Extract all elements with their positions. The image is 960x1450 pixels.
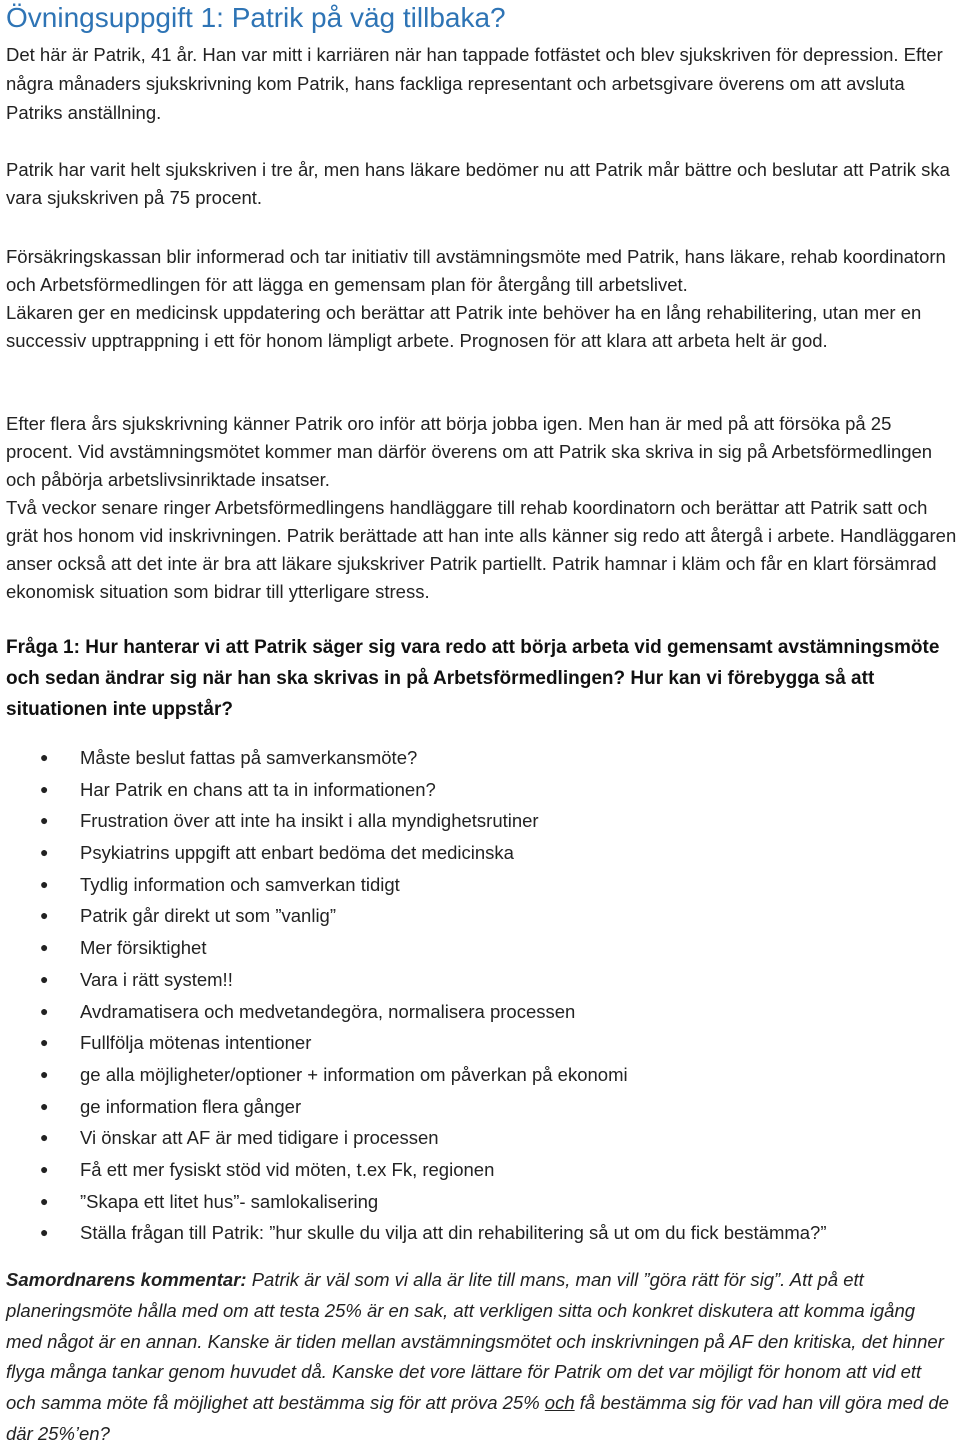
list-item: [0, 1059, 960, 1091]
list-item-text: Psykiatrins uppgift att enbart bedöma det medicinska: [80, 842, 514, 864]
question-heading: Fråga 1: Hur hanterar vi att Patrik säger sig vara redo att börja arbeta vid gemensamt avstämningsmöte och sedan ändrar sig när han ska skrivas in på Arbetsförmedlingen? Hur kan vi förebygga så att situationen inte uppstår?: [6, 637, 940, 720]
list-item: [0, 1091, 960, 1123]
list-item: [0, 869, 960, 901]
list-item: [0, 900, 960, 932]
paragraph-2: Patrik har varit helt sjukskriven i tre år, men hans läkare bedömer nu att Patrik mår bättre och beslutar att Patrik ska vara sjukskriven på 75 procent.: [6, 159, 950, 208]
comment-underlined-word: och: [544, 1392, 575, 1414]
paragraph-4: Läkaren ger en medicinsk uppdatering och berättar att Patrik inte behöver ha en lång rehabilitering, utan mer en successiv upptrappning i ett för honom lämpligt arbete. Prognosen för att klara att arbeta helt är god.: [6, 302, 922, 351]
paragraph-6: Två veckor senare ringer Arbetsförmedlingens handläggare till rehab koordinatorn och berättar att Patrik satt och grät hos honom vid inskrivningen. Patrik berättade att han inte alls känner sig redo att återgå i arbete. Handläggaren anser också att det inte är bra att läkare sjukskriver Patrik partiellt. Patrik hamnar i kläm och får en klart försämrad ekonomisk situation som bidrar till ytterligare stress.: [6, 497, 957, 602]
list-item: [0, 932, 960, 964]
list-item-text: Patrik går direkt ut som ”vanlig”: [80, 905, 337, 927]
bullet-icon: ●: [40, 875, 49, 892]
list-item-text: Tydlig information och samverkan tidigt: [80, 873, 400, 895]
bullet-icon: ●: [40, 970, 49, 987]
bullet-icon: ●: [40, 1129, 49, 1146]
bullet-icon: ●: [40, 749, 49, 765]
paragraph-meeting-block: [6, 243, 960, 355]
bullet-icon: ●: [40, 812, 49, 829]
list-item-text: ”Skapa ett litet hus”- samlokalisering: [80, 1190, 379, 1212]
comment-label: Samordnarens kommentar:: [6, 1269, 247, 1290]
list-item: [0, 1186, 960, 1218]
comment-text-before: Patrik är väl som vi alla är lite till mans, man vill ”göra rätt för sig”. Att på ett planeringsmöte hålla med om att testa 25% är en sak, att verkligen sitta och konkret diskutera att komma igång med något är en annan. Kanske är tiden mellan avstämningsmötet och inskrivningen på AF den kritiska, det hinner flyga många tankar genom huvudet då. Kanske det vore lättare för Patrik om det var möjligt för honom att vid ett och samma möte få möjlighet att bestämma sig för att pröva 25%: [6, 1269, 944, 1414]
list-item-text: Få ett mer fysiskt stöd vid möten, t.ex Fk, regionen: [80, 1158, 495, 1180]
intro-paragraph: Det här är Patrik, 41 år. Han var mitt i karriären när han tappade fotfästet och blev sjukskriven för depression. Efter några månaders sjukskrivning kom Patrik, hans fackliga representant och arbetsgivare överens om att avsluta Patriks anställning.: [6, 44, 943, 123]
list-item: [0, 774, 960, 806]
list-item-text: Måste beslut fattas på samverkansmöte?: [80, 747, 418, 768]
list-item: [0, 964, 960, 996]
list-item: [0, 1217, 960, 1249]
coordinator-comment: [6, 1265, 956, 1450]
bullet-icon: ●: [40, 1097, 49, 1114]
list-item: [0, 805, 960, 837]
list-item-text: ge alla möjligheter/optioner + information om påverkan på ekonomi: [80, 1063, 628, 1085]
list-item-text: Har Patrik en chans att ta in informationen?: [80, 778, 436, 800]
list-item: [0, 1122, 960, 1154]
list-item: [0, 1027, 960, 1059]
bullet-icon: ●: [40, 1002, 49, 1019]
paragraph-5: Efter flera års sjukskrivning känner Patrik oro inför att börja jobba igen. Men han är med på att försöka på 25 procent. Vid avstämningsmötet kommer man därför överens om att Patrik ska skriva in sig på Arbetsförmedlingen och påbörja arbetslivsinriktade insatser.: [6, 413, 933, 490]
list-item-text: Avdramatisera och medvetandegöra, normalisera processen: [80, 1000, 576, 1022]
answer-bullet-list: [0, 742, 960, 1249]
list-item-text: Frustration över att inte ha insikt i alla myndighetsrutiner: [80, 810, 539, 832]
bullet-icon: ●: [40, 1192, 49, 1209]
bullet-icon: ●: [40, 1065, 49, 1082]
paragraph-sick-leave: [6, 156, 960, 212]
comment-text-after: få bestämma sig för vad han vill göra med de där 25%’en?: [6, 1392, 949, 1444]
paragraph-3: Försäkringskassan blir informerad och tar initiativ till avstämningsmöte med Patrik, hans läkare, rehab koordinatorn och Arbetsförmedlingen för att lägga en gemensam plan för återgång till arbetslivet.: [6, 246, 946, 295]
bullet-icon: ●: [40, 1160, 49, 1177]
list-item-text: ge information flera gånger: [80, 1095, 302, 1117]
bullet-icon: ●: [40, 1034, 49, 1051]
bullet-icon: ●: [40, 844, 49, 861]
list-item: [0, 996, 960, 1028]
bullet-icon: ●: [40, 780, 49, 797]
list-item-text: Ställa frågan till Patrik: ”hur skulle du vilja att din rehabilitering så ut om du fick bestämma?”: [80, 1222, 827, 1244]
list-item-text: Vara i rätt system!!: [80, 968, 233, 990]
list-item: [0, 1154, 960, 1186]
paragraph-worry-block: [6, 410, 960, 606]
bullet-icon: ●: [40, 907, 49, 924]
page-title: Övningsuppgift 1: Patrik på väg tillbaka?: [6, 2, 506, 33]
list-item-text: Mer försiktighet: [80, 937, 207, 959]
list-item-text: Vi önskar att AF är med tidigare i processen: [80, 1127, 439, 1149]
list-item: [0, 742, 960, 774]
list-item-text: Fullfölja mötenas intentioner: [80, 1032, 312, 1054]
bullet-icon: ●: [40, 939, 49, 956]
list-item: [0, 837, 960, 869]
bullet-icon: ●: [40, 1224, 49, 1241]
